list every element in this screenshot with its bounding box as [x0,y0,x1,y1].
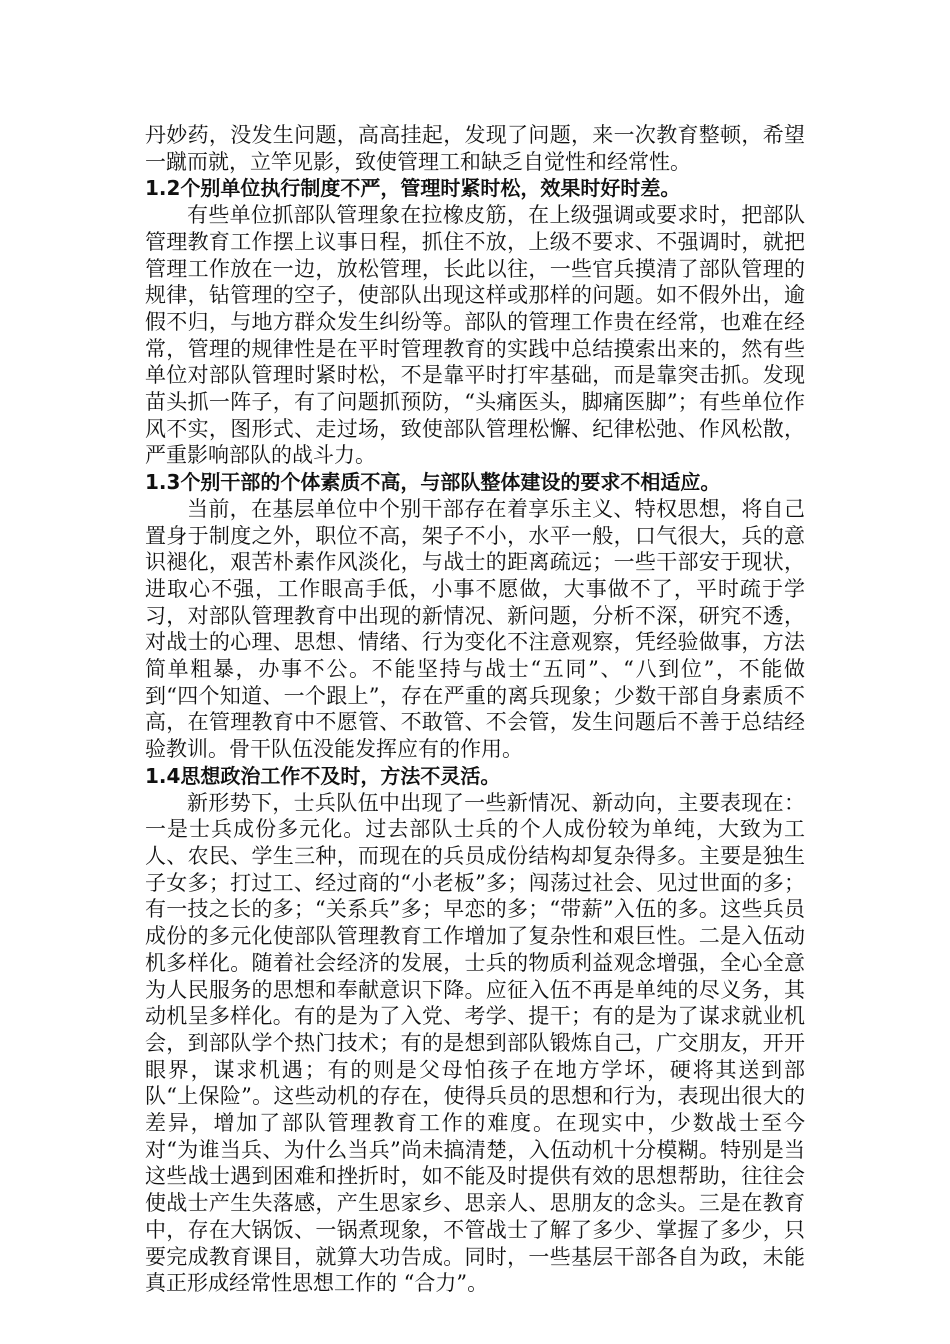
section-heading-1-4: 1.4思想政治工作不及时，方法不灵活。 [145,763,501,788]
section-heading-1-2: 1.2个别单位执行制度不严，管理时紧时松，效果时好时差。 [145,176,681,201]
body-paragraph-1-3: 当前，在基层单位中个别干部存在着享乐主义、特权思想，将自己置身于制度之外，职位不高，架子不小，水平一般，口气很大，兵的意识褪化，艰苦朴素作风淡化，与战士的距离疏远；一些干部安于现状，进取心不强，工作眼高手低，小事不愿做，大事做不了，平时疏于学习，对部队管理教育中出现的新情况、新问题，分析不深，研究不透，对战士的心理、思想、情绪、行为变化不注意观察，凭经验做事，方法简单粗暴，办事不公。不能坚持与战士“五同”、“八到位”，不能做到“四个知道、一个跟上”，存在严重的离兵现象；少数干部自身素质不高，在管理教育中不愿管、不敢管、不会管，发生问题后不善于总结经验教训。骨干队伍没能发挥应有的作用。 [145,496,805,762]
section-heading-1-3: 1.3个别干部的个体素质不高，与部队整体建设的要求不相适应。 [145,470,721,495]
continuation-paragraph: 丹妙药，没发生问题，高高挂起，发现了问题，来一次教育整顿，希望一蹴而就，立竿见影，致使管理工和缺乏自觉性和经常性。 [145,123,805,174]
body-paragraph-1-4: 新形势下，士兵队伍中出现了一些新情况、新动向，主要表现在：一是士兵成份多元化。过去部队士兵的个人成份较为单纯，大致为工人、农民、学生三种，而现在的兵员成份结构却复杂得多。主要是独生子女多；打过工、经过商的“小老板”多；闯荡过社会、见过世面的多；有一技之长的多；“关系兵”多；早恋的多；“带薪”入伍的多。这些兵员成份的多元化使部队管理教育工作增加了复杂性和艰巨性。二是入伍动机多样化。随着社会经济的发展，士兵的物质利益观念增强，全心全意为人民服务的思想和奉献意识下降。应征入伍不再是单纯的尽义务，其动机呈多样化。有的是为了入党、考学、提干；有的是为了谋求就业机会，到部队学个热门技术；有的是想到部队锻炼自己，广交朋友，开开眼界，谋求机遇；有的则是父母怕孩子在地方学坏，硬将其送到部队“上保险”。这些动机的存在，使得兵员的思想和行为，表现出很大的差异，增加了部队管理教育工作的难度。在现实中，少数战士至今对“为谁当兵、为什么当兵”尚未搞清楚，入伍动机十分模糊。特别是当这些战士遇到困难和挫折时，如不能及时提供有效的思想帮助，往往会使战士产生失落感，产生思家乡、思亲人、思朋友的念头。三是在教育中，存在大锅饭、一锅煮现象，不管战士了解了多少、掌握了多少，只要完成教育课目，就算大功告成。同时，一些基层干部各自为政，未能真正形成经常性思想工作的 “合力”。 [145,790,805,1296]
document-body [145,122,805,1297]
body-paragraph-1-2: 有些单位抓部队管理象在拉橡皮筋，在上级强调或要求时，把部队管理教育工作摆上议事日程，抓住不放，上级不要求、不强调时，就把管理工作放在一边，放松管理，长此以往，一些官兵摸清了部队管理的规律，钻管理的空子，使部队出现这样或那样的问题。如不假外出，逾假不归，与地方群众发生纠纷等。部队的管理工作贵在经常，也难在经常，管理的规律性是在平时管理教育的实践中总结摸索出来的，然有些单位对部队管理时紧时松，不是靠平时打牢基础，而是靠突击抓。发现苗头抓一阵子，有了问题抓预防，“头痛医头，脚痛医脚”；有些单位作风不实，图形式、走过场，致使部队管理松懈、纪律松弛、作风松散，严重影响部队的战斗力。 [145,203,805,468]
